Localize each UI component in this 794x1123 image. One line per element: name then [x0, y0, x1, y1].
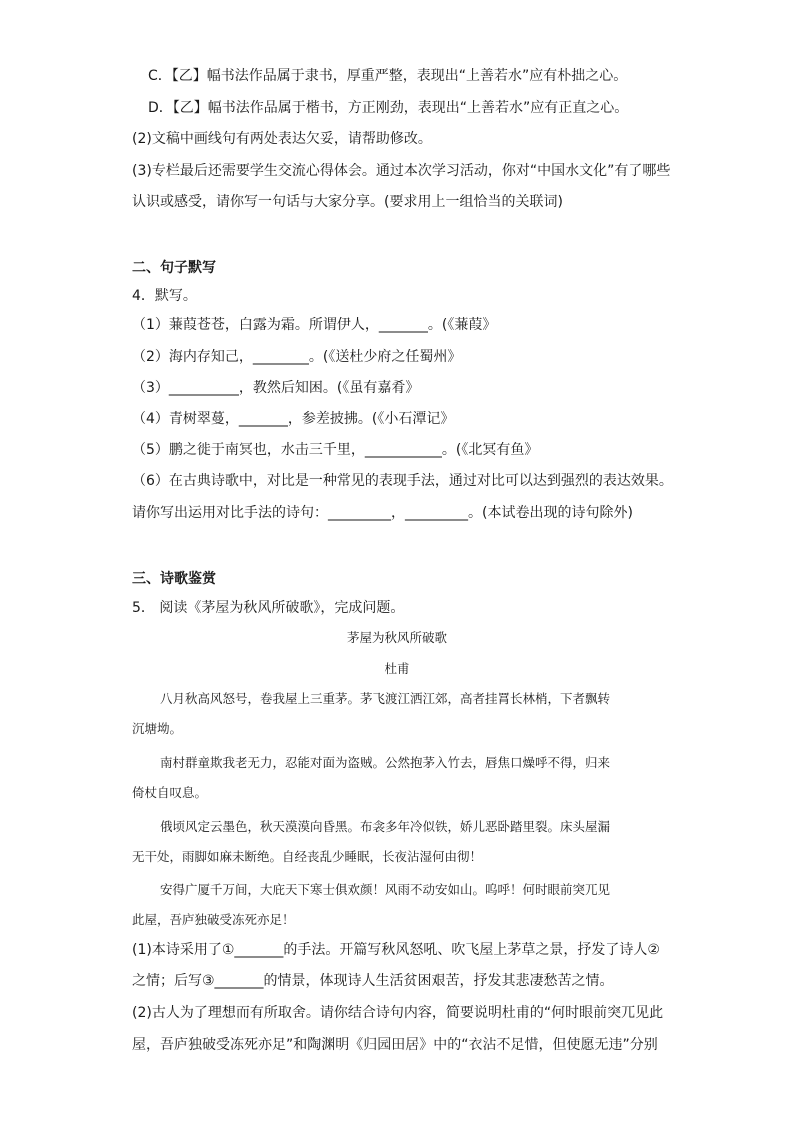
question-4-item-4: （4）青树翠蔓，_______，参差披拂。(《小石潭记》: [132, 411, 455, 427]
question-3-3-line1: (3)专栏最后还需要学生交流心得体会。通过本次学习活动，你对“中国水文化”有了哪些: [132, 163, 671, 179]
question-5-1-line2: 之情；后写③_______的情景，体现诗人生活贫困艰苦，抒发其悲凄愁苦之情。: [132, 973, 614, 989]
question-3-3-line2: 认识或感受，请你写一句话与大家分享。(要求用上一组恰当的关联词): [132, 194, 563, 210]
question-5-2-line2: 屋，吾庐独破受冻死亦足”和陶渊明《归园田居》中的“衣沾不足惜，但使愿无违”分别: [132, 1037, 658, 1053]
section-3-heading: 三、诗歌鉴赏: [132, 571, 216, 587]
question-3-2: (2)文稿中画线句有两处表达欠妥，请帮助修改。: [132, 131, 432, 147]
question-4-item-2: （2）海内存知己，________。(《送杜少府之任蜀州》: [132, 349, 462, 365]
section-2-heading: 二、句子默写: [132, 260, 216, 276]
poem-line: 沉塘坳。: [132, 721, 183, 736]
question-5-2-line1: (2)古人为了理想而有所取舍。请你结合诗句内容，简要说明杜甫的“何时眼前突兀见此: [132, 1005, 664, 1021]
question-5-1-line1: (1)本诗采用了①_______的手法。开篇写秋风怒吼、吹飞屋上茅草之景，抒发了诗人②: [132, 942, 660, 958]
option-c: C．【乙】幅书法作品属于隶书，厚重严整，表现出“上善若水”应有朴拙之心。: [148, 68, 628, 84]
question-4-item-6-line2: 请你写出运用对比手法的诗句：_________，_________。(本试卷出现的诗句除外): [132, 505, 633, 521]
poem-line: 南村群童欺我老无力，忍能对面为盗贼。公然抱茅入竹去，唇焦口燥呼不得，归来: [160, 755, 611, 770]
question-4-item-1: （1）蒹葭苍苍，白露为霜。所谓伊人，_______。(《蒹葭》: [132, 317, 497, 333]
poem-line: 八月秋高风怒号，卷我屋上三重茅。茅飞渡江洒江郊，高者挂罥长林梢，下者飘转: [160, 691, 611, 706]
poem-line: 此屋，吾庐独破受冻死亦足！: [132, 912, 295, 927]
question-5-label: 5． 阅读《茅屋为秋风所破歌》，完成问题。: [132, 600, 405, 616]
poem-title: 茅屋为秋风所破歌: [346, 630, 447, 645]
poem-line: 倚杖自叹息。: [132, 785, 208, 800]
option-d: D．【乙】幅书法作品属于楷书，方正刚劲，表现出“上善若水”应有正直之心。: [148, 100, 629, 116]
poem-line: 俄顷风定云墨色，秋天漠漠向昏黑。布衾多年冷似铁，娇儿恶卧踏里裂。床头屋漏: [160, 819, 611, 834]
poem-line: 无干处，雨脚如麻未断绝。自经丧乱少睡眠，长夜沾湿何由彻！: [132, 849, 483, 864]
question-4-item-6: （6）在古典诗歌中，对比是一种常见的表现手法，通过对比可以达到强烈的表达效果。: [132, 473, 673, 489]
question-4-item-5: （5）鹏之徙于南冥也，水击三千里，___________。(《北冥有鱼》: [132, 442, 539, 458]
poem-author: 杜甫: [384, 661, 410, 676]
question-4-item-3: （3）__________，教然后知困。(《虽有嘉肴》: [132, 380, 420, 396]
poem-line: 安得广厦千万间，大庇天下寒士俱欢颜！风雨不动安如山。呜呼！何时眼前突兀见: [160, 882, 611, 897]
question-4-label: 4．默写。: [132, 288, 197, 304]
